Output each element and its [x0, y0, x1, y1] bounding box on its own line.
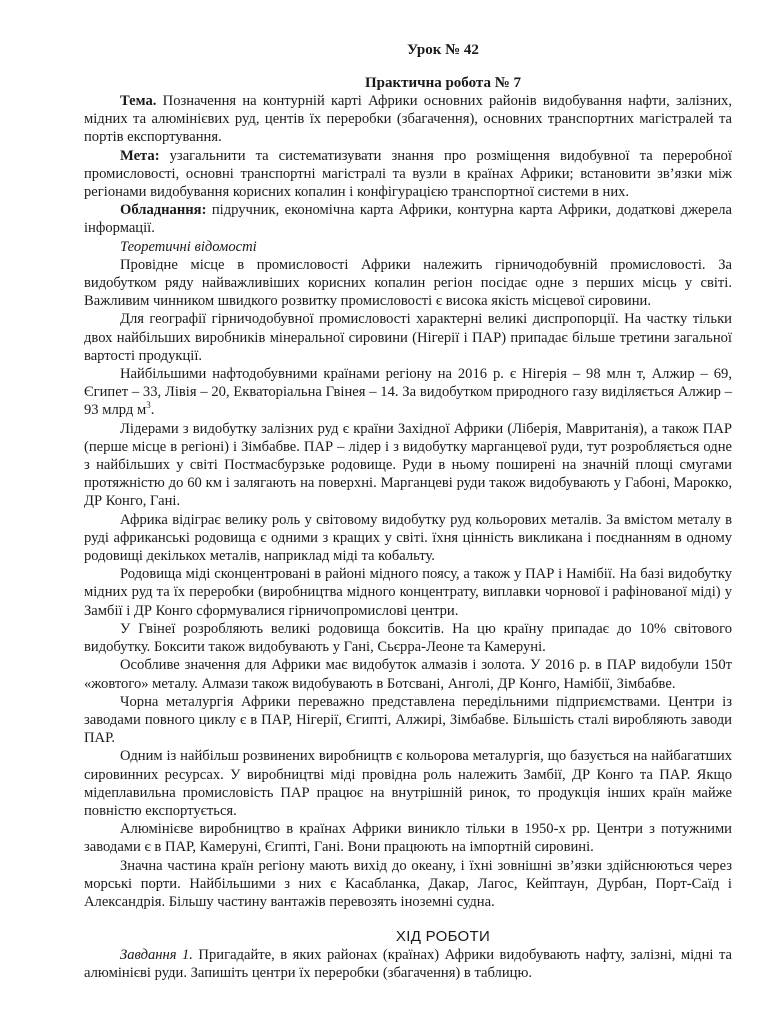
paragraph-7: У Гвінеї розробляють великі родовища бокситів. На цю країну припадає до 10% світового видобутку. Боксити також видобувають у Гані, Сьєрра-Леоне та Камеруні.	[84, 620, 732, 656]
superscript-3: 3	[146, 400, 151, 411]
paragraph-5: Африка відіграє велику роль у світовому видобутку руд кольорових металів. За вмістом металу в руді африканські родовища є одними з кращих у світі. їхня цінність викликана і поєднанням в одному родовищі декількох металів, наприклад міді та кобальту.	[84, 511, 732, 565]
topic-text: Позначення на контурній карті Африки основних районів видобування нафти, залізних, мідних та алюмінієвих руд, центів їх переробки (збагачення), основних транспортних магістралей та портів експортування.	[84, 93, 732, 146]
paragraph-6: Родовища міді сконцентровані в районі мідного поясу, а також у ПАР і Намібії. На базі видобутку мідних руд та їх переробки (виробництва мідного концентрату, виплавки чорнової і рафінованої міді) у Замбії і ДР Конго сформувалися гірничопромислові центри.	[84, 566, 732, 619]
paragraph-1: Провідне місце в промисловості Африки належить гірничодобувній промисловості. За видобутком ряду найважливіших корисних копалин регіон посідає одне з перших місць у світі. Важливим чинником швидкого розвитку промисловості є висока якість місцевої сировини.	[84, 256, 732, 310]
equipment-paragraph	[84, 201, 732, 237]
work-title: Практична робота № 7	[364, 75, 522, 91]
paragraph-10: Одним із найбільш розвинених виробництв є кольорова металургія, що базується на найбагатших сировинних ресурсах. У виробництві міді провідна роль належить Замбії, ДР Конго та ПАР. Якщо мідеплавильна промисловість ПАР працює на внутрішній ринок, то продукція інших країн майже повністю експортується.	[84, 748, 732, 819]
paragraph-9: Чорна металургія Африки переважно представлена передільними підприємствами. Центри із заводами повного циклу є в ПАР, Нігерії, Єгипті, Алжирі, Зімбабве. Більшість сталі виробляють заводи ПАР.	[84, 693, 732, 747]
lesson-title: Урок № 42	[407, 42, 479, 58]
procedure-heading: ХІД РОБОТИ	[395, 928, 491, 946]
task-1-paragraph	[84, 946, 732, 982]
paragraph-2: Для географії гірничодобувної промисловості характерні великі диспропорції. На частку тільки двох найбільших виробників мінеральної сировини (Нігерії і ПАР) припадає більше третини загальної вартості продукції.	[84, 311, 732, 364]
paragraph-11: Алюмінієве виробництво в країнах Африки виникло тільки в 1950-х рр. Центри з потужними заводами є в ПАР, Камеруні, Єгипті, Гані. Вони працюють на імпортній сировині.	[84, 821, 732, 856]
paragraph-12: Значна частина країн регіону мають вихід до океану, і їхні зовнішні зв’язки здійснюються через морські порти. Найбільшими з них є Касабланка, Дакар, Лагос, Кейптаун, Дурбан, Порт-Саїд і Александрія. Більшу частину вантажів перевозять іноземні судна.	[84, 857, 732, 910]
paragraph-4: Лідерами з видобутку залізних руд є країни Західної Африки (Ліберія, Мавританія), а також ПАР (перше місце в регіоні) і Зімбабве. ПАР – лідер і з видобутку марганцевої руди, тут розробляється одне з найбільших у світі Постмасбурзьке родовище. Руди в ньому поширені на значній площі смугами протяжністю до 60 км і залягають на поверхні. Марганцеві руди також видобувають у Габоні, Марокко, ДР Конго, Гані.	[84, 420, 732, 510]
goal-text: узагальнити та систематизувати знання про розміщення видобувної та переробної промисловості, основні транспортні магістралі та вузли в країнах Африки; встановити зв’язки між регіонами видобування корисних копалин і конфігурацією транспортної системи в них.	[84, 147, 732, 201]
paragraph-3: Найбільшими нафтодобувними країнами регіону на 2016 р. є Нігерія – 98 млн т, Алжир – 69, Єгипет – 33, Лівія – 20, Екваторіальна Гвінея – 14. За видобутком природного газу виділяється Алжир – 93 млрд $м^3$.	[84, 366, 732, 419]
document-page	[84, 40, 732, 983]
equipment-label: Обладнання:	[120, 202, 207, 219]
paragraph-8: Особливе значення для Африки має видобуток алмазів і золота. У 2016 р. в ПАР видобули 150т «жовтого» металу. Алмази також видобувають в Ботсвані, Анголі, ДР Конго, Намібії, Зімбабве.	[84, 657, 732, 692]
task-1-label: Завдання 1.	[120, 947, 193, 964]
goal-paragraph	[84, 147, 732, 202]
equipment-text: підручник, економічна карта Африки, контурна карта Африки, додаткові джерела інформації.	[84, 202, 732, 237]
goal-label: Мета:	[120, 147, 160, 164]
task-1-text: Пригадайте, в яких районах (країнах) Африки видобувають нафту, залізні, мідні та алюмінієві руди. Запишіть центри їх переробки (збагачення) в таблицю.	[84, 947, 732, 982]
theory-heading: Теоретичні відомості	[120, 238, 257, 255]
topic-label: Тема.	[120, 93, 157, 109]
topic-paragraph	[84, 92, 732, 147]
